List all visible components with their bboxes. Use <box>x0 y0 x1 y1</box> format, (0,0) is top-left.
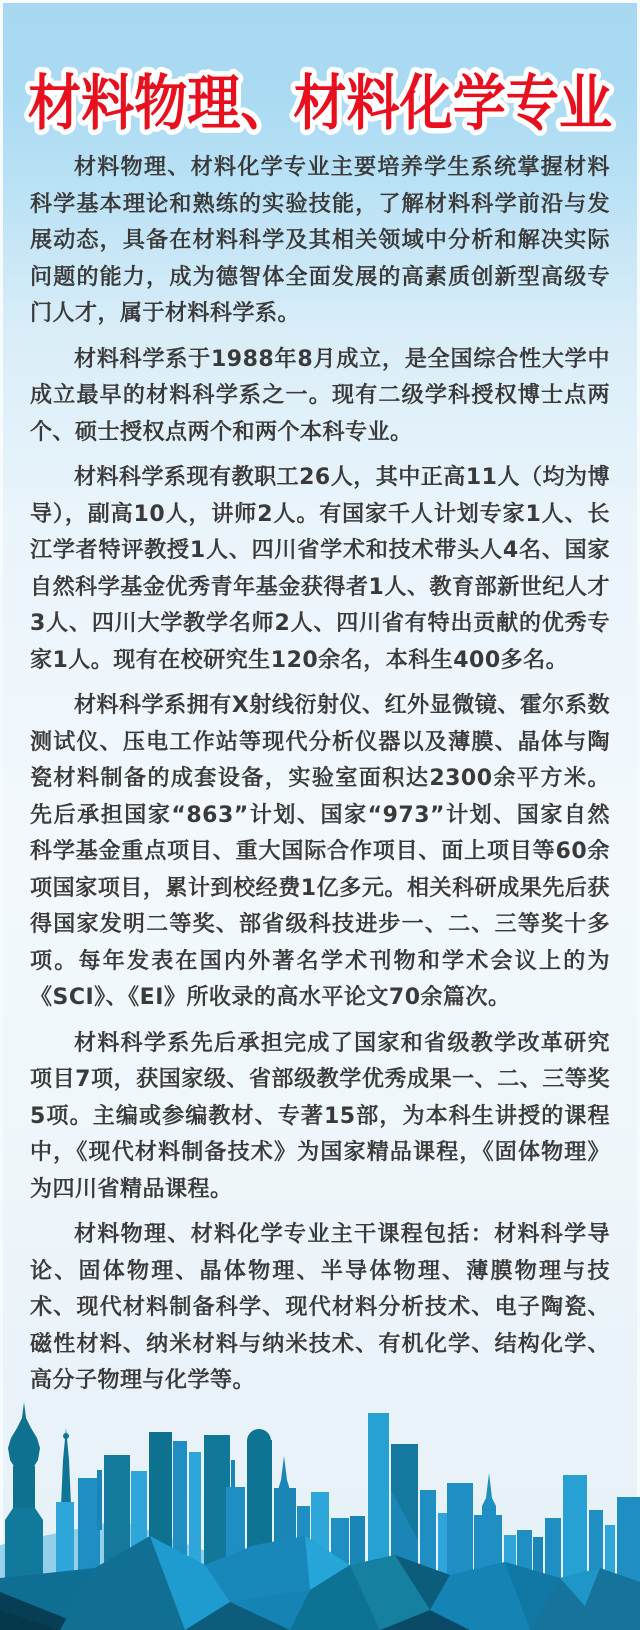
poster-header <box>0 48 640 153</box>
title-graphic <box>0 48 640 153</box>
empire-tower-icon <box>482 1473 496 1515</box>
paragraph-courses: 材料物理、材料化学专业主干课程包括：材料科学导论、固体物理、晶体物理、半导体物理、薄膜物理与技术、现代材料制备科学、现代材料分析技术、电子陶瓷、磁性材料、纳米材料与纳米技术、有机化学、结构化学、高分子物理与化学等。 <box>30 1222 610 1393</box>
page-title: 材料物理、材料化学专业 <box>28 69 612 139</box>
paragraph-history: 材料科学系于1988年8月成立，是全国综合性大学中成立最早的材料科学系之一。现有二级学科授权博士点两个、硕士授权点两个和两个本科专业。 <box>30 346 610 445</box>
article-body <box>30 150 610 1409</box>
onion-dome-tower-icon <box>8 1402 40 1468</box>
city-skyline-graphic <box>0 1340 640 1630</box>
city-skyline-illustration <box>0 1340 640 1630</box>
paragraph-teaching: 材料科学系先后承担完成了国家和省级教学改革研究项目7项，获国家级、省部级教学优秀成果一、二、三等奖5项。主编或参编教材、专著15部，为本科生讲授的课程中，《现代材料制备技术》为国家精品课程，《固体物理》为四川省精品课程。 <box>30 1030 610 1202</box>
paragraph-intro: 材料物理、材料化学专业主要培养学生系统掌握材料科学基本理论和熟练的实验技能，了解材料科学前沿与发展动态，具备在材料科学及其相关领域中分析和解决实际问题的能力，成为德智体全面发展的高素质创新型高级专门人才，属于材料科学系。 <box>30 155 610 326</box>
paragraph-research: 材料科学系拥有X射线衍射仪、红外显微镜、霍尔系数测试仪、压电工作站等现代分析仪器以及薄膜、晶体与陶瓷材料制备的成套设备，实验室面积达2300余平方米。先后承担国家“863”计划、国家“973”计划、国家自然科学基金重点项目、重大国际合作项目、面上项目等60余项国家项目，累计到校经费1亿多元。相关科研成果先后获得国家发明二等奖、部省级科技进步一、二、三等奖十多项。每年发表在国内外著名学术刊物和学术会议上的为《SCI》、《EI》所收录的高水平论文70余篇次。 <box>30 693 610 1010</box>
paragraph-faculty: 材料科学系现有教职工26人，其中正高11人（均为博导），副高10人，讲师2人。有国家千人计划专家1人、长江学者特评教授1人、四川省学术和技术带头人4名、国家自然科学基金优秀青年基金获得者1人、教育部新世纪人才3人、四川大学教学名师2人、四川省有特出贡献的优秀专家1人。现有在校研究生120余名，本科生400多名。 <box>30 465 610 673</box>
